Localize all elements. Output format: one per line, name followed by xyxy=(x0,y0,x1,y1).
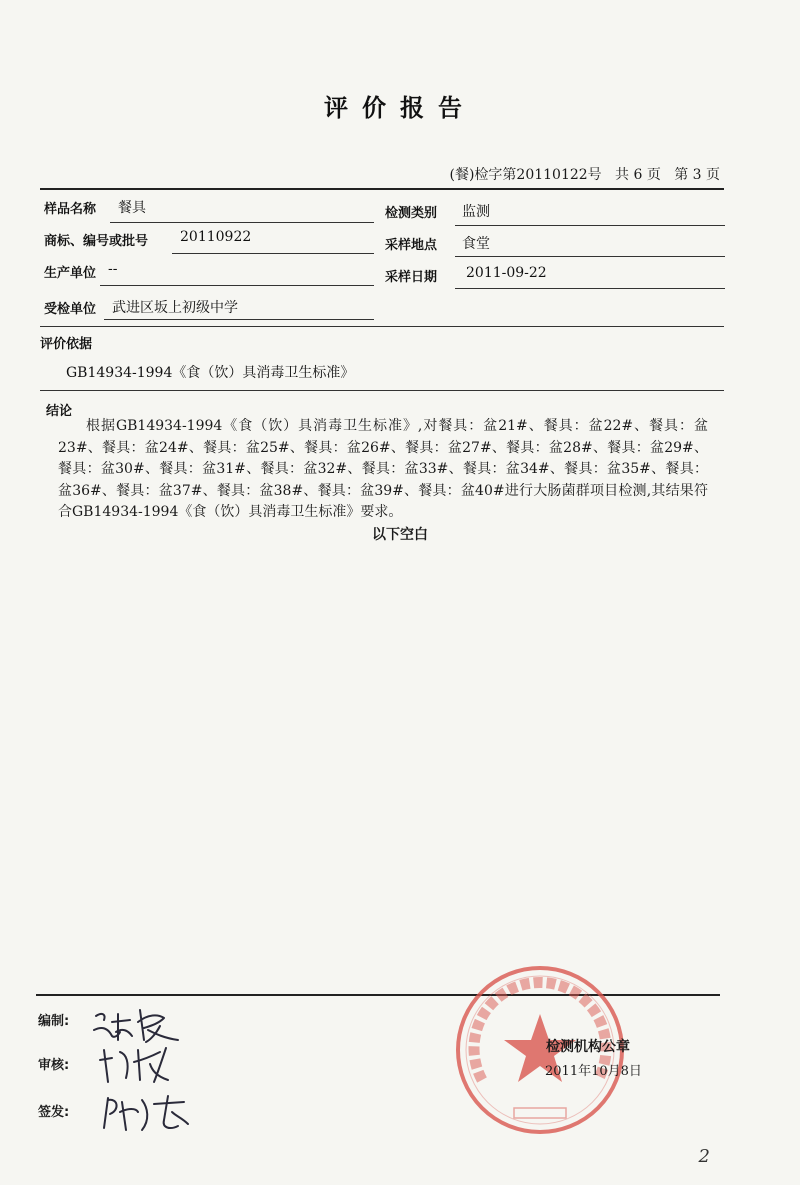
test-category-underline xyxy=(455,225,725,226)
blank-below-note: 以下空白 xyxy=(372,527,428,543)
basis-label: 评价依据 xyxy=(40,337,93,352)
inspected-unit-underline xyxy=(104,319,374,320)
manufacturer-underline xyxy=(100,285,374,286)
conclusion-label: 结论 xyxy=(46,404,73,419)
approver-label: 签发: xyxy=(38,1105,70,1120)
sample-name-label: 样品名称 xyxy=(44,202,97,217)
inspected-unit-label: 受检单位 xyxy=(44,302,97,317)
sampling-date-value: 2011-09-22 xyxy=(466,265,547,281)
editor-label: 编制: xyxy=(38,1014,70,1029)
editor-signature xyxy=(88,1000,188,1046)
approver-signature xyxy=(98,1090,198,1134)
trademark-underline xyxy=(172,253,374,254)
trademark-label: 商标、编号或批号 xyxy=(44,234,149,249)
stamp-date: 2011年10月8日 xyxy=(545,1064,642,1079)
sampling-site-underline xyxy=(455,256,725,257)
test-category-value: 监测 xyxy=(462,204,490,220)
sampling-date-underline xyxy=(455,288,725,289)
manufacturer-value: -- xyxy=(108,261,118,277)
handwritten-page-mark: 2 xyxy=(698,1146,710,1167)
basis-divider xyxy=(40,390,724,391)
inspected-unit-value: 武进区坂上初级中学 xyxy=(112,300,238,316)
sample-name-underline xyxy=(110,222,374,223)
sampling-site-label: 采样地点 xyxy=(385,238,438,253)
basis-value: GB14934-1994《食（饮）具消毒卫生标准》 xyxy=(66,365,355,381)
manufacturer-label: 生产单位 xyxy=(44,266,97,281)
sampling-date-label: 采样日期 xyxy=(385,270,438,285)
sample-name-value: 餐具 xyxy=(118,200,146,216)
sampling-site-value: 食堂 xyxy=(462,236,490,252)
test-category-label: 检测类别 xyxy=(385,206,438,221)
report-title: 评价报告 xyxy=(324,94,476,122)
reviewer-label: 审核: xyxy=(38,1058,70,1073)
stamp-label: 检测机构公章 xyxy=(546,1039,630,1055)
fields-divider xyxy=(40,326,724,327)
header-divider xyxy=(40,188,724,190)
conclusion-text: 根据GB14934-1994《食（饮）具消毒卫生标准》,对餐具：盆21#、餐具：盆22#、餐具：盆23#、餐具：盆24#、餐具：盆25#、餐具：盆26#、餐具：盆27#、餐具：盆28#、餐具：盆29#、餐具：盆30#、餐具：盆31#、餐具：盆32#、餐具：盆33#、餐具：盆34#、餐具：盆35#、餐具：盆36#、餐具：盆37#、餐具：盆38#、餐具：盆39#、餐具：盆40#进行大肠菌群项目检测,其结果符合GB14934-1994《食（饮）具消毒卫生标准》要求。 xyxy=(58,418,708,521)
reviewer-signature xyxy=(96,1042,186,1086)
report-reference: (餐)检字第20110122号 共 6 页 第 3 页 xyxy=(449,167,720,183)
trademark-value: 20110922 xyxy=(180,229,252,245)
